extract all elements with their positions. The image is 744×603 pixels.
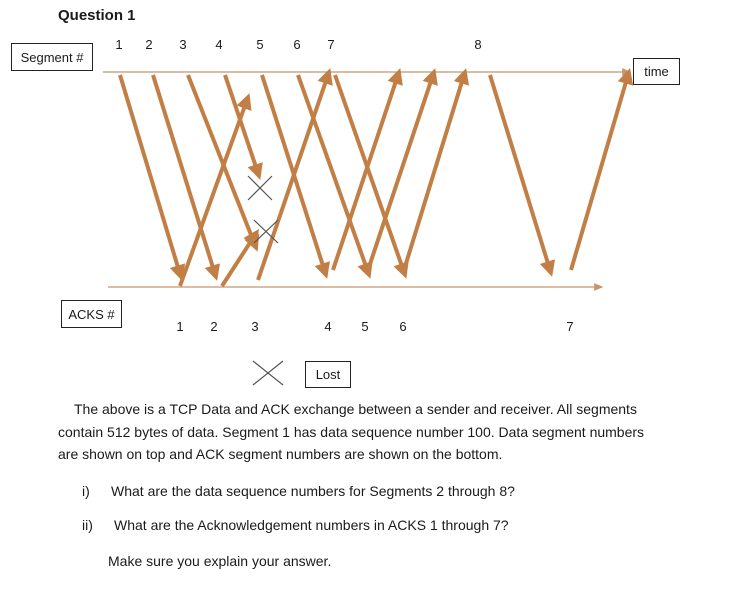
question-i-text: What are the data sequence numbers for Segments 2 through 8? xyxy=(111,483,515,499)
ack-number: 1 xyxy=(176,319,184,334)
closing-instruction: Make sure you explain your answer. xyxy=(108,553,332,569)
segment-number: 3 xyxy=(179,37,187,52)
segment-7-arrow xyxy=(335,75,404,272)
segment-number: 5 xyxy=(256,37,264,52)
question-ii xyxy=(82,517,93,533)
segment-8-arrow xyxy=(490,75,550,270)
question-marker: i) xyxy=(82,483,90,499)
time-label-box xyxy=(633,58,680,85)
ack-2-arrow xyxy=(222,235,255,286)
ack-5-arrow xyxy=(368,75,433,270)
ack-4-arrow xyxy=(333,75,398,270)
description-line: are shown on top and ACK segment numbers are shown on the bottom. xyxy=(58,446,503,462)
problem-description xyxy=(58,398,688,466)
ack-number: 4 xyxy=(324,319,332,334)
ack-number: 5 xyxy=(361,319,369,334)
legend-cross xyxy=(253,361,283,385)
ack-number: 7 xyxy=(566,319,574,334)
segment-number: 4 xyxy=(215,37,223,52)
ack-number: 6 xyxy=(399,319,407,334)
lost-label: Lost xyxy=(315,367,341,382)
ack-7-arrow xyxy=(571,75,628,270)
segment-4-arrow xyxy=(225,75,258,173)
segment-1-arrow xyxy=(120,75,180,274)
description-line: contain 512 bytes of data. Segment 1 has data sequence number 100. Data segment numbers xyxy=(58,423,645,440)
segment-number: 7 xyxy=(327,37,335,52)
acks-label: ACKS # xyxy=(68,306,115,322)
description-line: The above is a TCP Data and ACK exchange between a sender and receiver. All segments xyxy=(74,401,637,417)
question-title: Question 1 xyxy=(58,7,136,24)
ack-number: 2 xyxy=(210,319,218,334)
segment-number: 1 xyxy=(115,37,123,52)
segment-2-arrow xyxy=(153,75,215,274)
question-marker: ii) xyxy=(82,517,93,533)
segment-number: 8 xyxy=(474,37,482,52)
time-label: time xyxy=(644,64,669,79)
lost-label-box xyxy=(305,361,351,388)
segment-label: Segment # xyxy=(20,49,84,65)
segment-number: 2 xyxy=(145,37,153,52)
segment-number: 6 xyxy=(293,37,301,52)
acks-label-box xyxy=(61,300,122,328)
lost-cross-1 xyxy=(248,176,272,200)
segment-label-box xyxy=(11,43,93,71)
question-ii-text: What are the Acknowledgement numbers in ACKS 1 through 7? xyxy=(114,517,509,533)
ack-number: 3 xyxy=(251,319,259,334)
segment-6-arrow xyxy=(298,75,368,272)
ack-6-arrow xyxy=(404,75,464,270)
question-i xyxy=(82,483,90,499)
